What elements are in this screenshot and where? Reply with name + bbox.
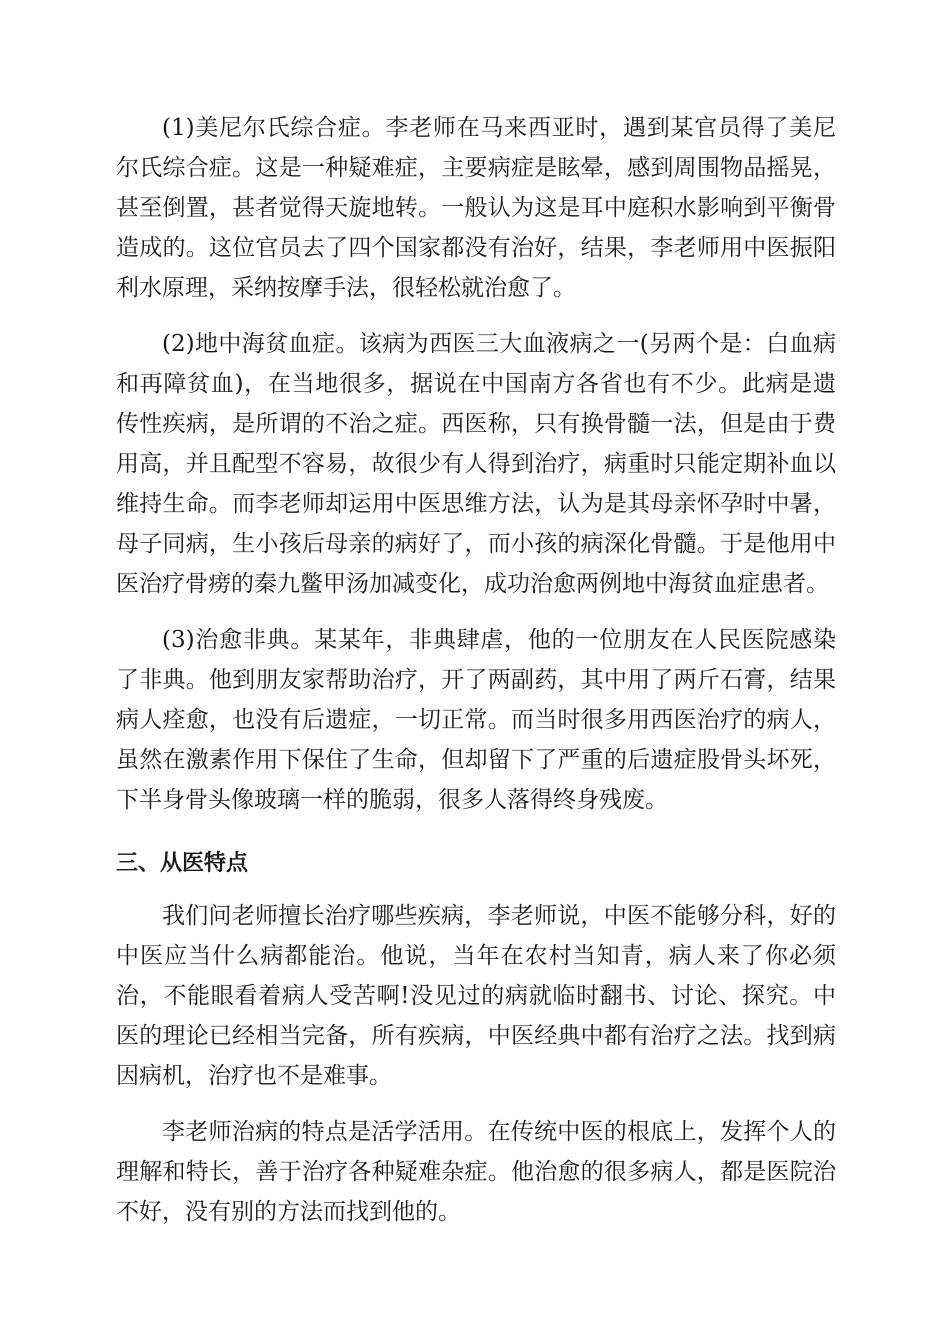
paragraph-specialties: 我们问老师擅长治疗哪些疾病，李老师说，中医不能够分科，好的中医应当什么病都能治。他说，当年在农村当知青，病人来了你必须治，不能眼看着病人受苦啊!没见过的病就临时翻书、讨论、探究。中医的理论已经相当完备，所有疾病，中医经典中都有治疗之法。找到病因病机，治疗也不是难事。 bbox=[116, 903, 836, 1089]
paragraph-treatment-style: 李老师治病的特点是活学活用。在传统中医的根底上，发挥个人的理解和特长，善于治疗各种疑难杂症。他治愈的很多病人，都是医院治不好，没有别的方法而找到他的。 bbox=[116, 1119, 836, 1225]
paragraph-sars: (3)治愈非典。某某年，非典肆虐，他的一位朋友在人民医院感染了非典。他到朋友家帮助治疗，开了两副药，其中用了两斤石膏，结果病人痊愈，也没有后遗症，一切正常。而当时很多用西医治疗的病人，虽然在激素作用下保住了生命，但却留下了严重的后遗症股骨头坏死，下半身骨头像玻璃一样的脆弱，很多人落得终身残废。 bbox=[116, 627, 836, 813]
paragraph-thalassemia: (2)地中海贫血症。该病为西医三大血液病之一(另两个是：白血病和再障贫血)，在当地很多，据说在中国南方各省也有不少。此病是遗传性疾病，是所谓的不治之症。西医称，只有换骨髓一法，但是由于费用高，并且配型不容易，故很少有人得到治疗，病重时只能定期补血以维持生命。而李老师却运用中医思维方法，认为是其母亲怀孕时中暑，母子同病，生小孩后母亲的病好了，而小孩的病深化骨髓。于是他用中医治疗骨痨的秦九鳖甲汤加减变化，成功治愈两例地中海贫血症患者。 bbox=[116, 331, 836, 597]
section-heading: 三、从医特点 bbox=[116, 851, 249, 876]
paragraph-menieres-syndrome: (1)美尼尔氏综合症。李老师在马来西亚时，遇到某官员得了美尼尔氏综合症。这是一种疑难症，主要病症是眩晕，感到周围物品摇晃，甚至倒置，甚者觉得天旋地转。一般认为这是耳中庭积水影响到平衡骨造成的。这位官员去了四个国家都没有治好，结果，李老师用中医振阳利水原理，采纳按摩手法，很轻松就治愈了。 bbox=[116, 115, 836, 301]
document-page bbox=[116, 108, 836, 1248]
